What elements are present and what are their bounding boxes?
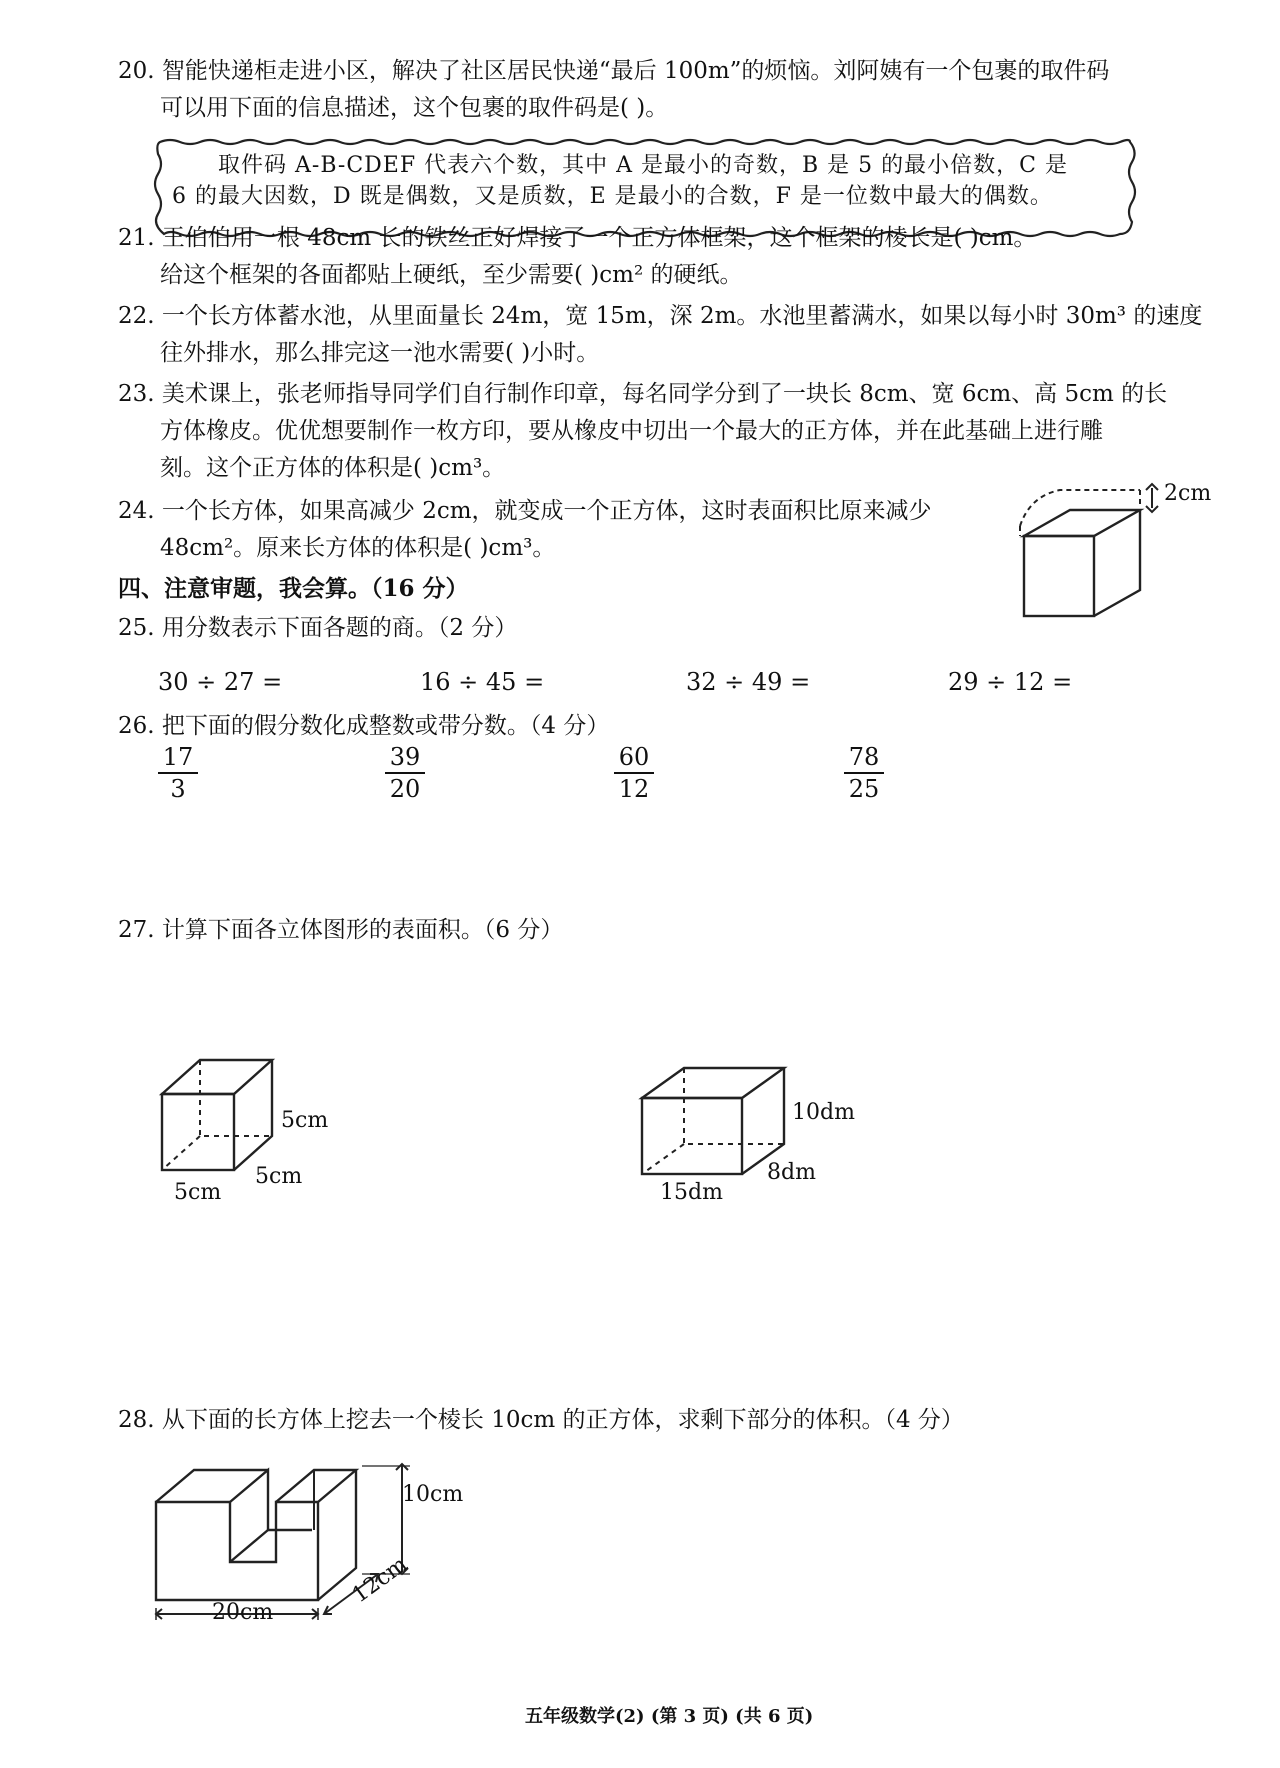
q27-cube-depth: 5cm — [255, 1164, 303, 1189]
q23-line2: 方体橡皮。优优想要制作一枚方印，要从橡皮中切出一个最大的正方体，并在此基础上进行雕 — [160, 418, 1103, 444]
q25-item-1: 30 ÷ 27 = — [158, 668, 283, 696]
q25-title: 25. 用分数表示下面各题的商。（2 分） — [118, 615, 518, 641]
q24-height-label: 2cm — [1164, 481, 1212, 506]
q22-line1: 22. 一个长方体蓄水池，从里面量长 24m，宽 15m，深 2m。水池里蓄满水，如果以每小时 30m³ 的速度 — [118, 303, 1203, 329]
q28-depth-label: 12cm — [348, 1552, 413, 1609]
q22-line2: 往外排水，那么排完这一池水需要( )小时。 — [160, 340, 600, 366]
denominator: 12 — [618, 775, 650, 803]
section-4-heading: 四、注意审题，我会算。（16 分） — [118, 575, 469, 602]
numerator: 60 — [614, 742, 654, 774]
q26-fraction-1 — [158, 742, 198, 804]
q27-cuboid-depth: 8dm — [767, 1160, 816, 1185]
q25-item-4: 29 ÷ 12 = — [948, 668, 1073, 696]
numerator: 39 — [385, 742, 425, 774]
numerator: 17 — [158, 742, 198, 774]
q28-height-label: 10cm — [402, 1482, 464, 1507]
q27-cube-height: 5cm — [281, 1108, 329, 1133]
q28-title: 28. 从下面的长方体上挖去一个棱长 10cm 的正方体，求剩下部分的体积。（4 分） — [118, 1407, 964, 1433]
q28-length-label: 20cm — [212, 1600, 274, 1625]
q23-line1: 23. 美术课上，张老师指导同学们自行制作印章，每名同学分到了一块长 8cm、宽 6cm、高 5cm 的长 — [118, 381, 1168, 407]
q25-item-2: 16 ÷ 45 = — [420, 668, 545, 696]
q27-cube-width: 5cm — [174, 1180, 222, 1205]
q23-line3: 刻。这个正方体的体积是( )cm³。 — [160, 455, 506, 481]
q25-item-3: 32 ÷ 49 = — [686, 668, 811, 696]
info-box-line1: 取件码 A-B-CDEF 代表六个数，其中 A 是最小的奇数，B 是 5 的最小倍数，C 是 — [218, 153, 1068, 178]
info-box-line2: 6 的最大因数，D 既是偶数，又是质数，E 是最小的合数，F 是一位数中最大的偶数。 — [172, 184, 1053, 209]
q27-title: 27. 计算下面各立体图形的表面积。（6 分） — [118, 917, 564, 943]
denominator: 25 — [848, 775, 880, 803]
q24-cube-figure — [1010, 480, 1190, 680]
page-footer: 五年级数学(2) (第 3 页) (共 6 页) — [525, 1706, 814, 1727]
q26-fraction-4 — [844, 742, 884, 804]
q20-line2: 可以用下面的信息描述，这个包裹的取件码是( )。 — [160, 95, 669, 121]
q26-fraction-2 — [385, 742, 425, 804]
q27-cuboid-width: 15dm — [660, 1180, 723, 1205]
q28-cuboid-with-notch-figure — [152, 1450, 462, 1620]
q26-fraction-3 — [614, 742, 654, 804]
q27-cuboid-height: 10dm — [792, 1100, 855, 1125]
q20-line1: 20. 智能快递柜走进小区，解决了社区居民快递“最后 100m”的烦恼。刘阿姨有一个包裹的取件码 — [118, 58, 1110, 84]
q26-title: 26. 把下面的假分数化成整数或带分数。（4 分） — [118, 713, 610, 739]
q24-line1: 24. 一个长方体，如果高减少 2cm，就变成一个正方体，这时表面积比原来减少 — [118, 498, 932, 524]
q21-line1: 21. 王伯伯用一根 48cm 长的铁丝正好焊接了一个正方体框架，这个框架的棱长是( )cm。 — [118, 225, 1037, 251]
denominator: 20 — [389, 775, 421, 803]
q21-line2: 给这个框架的各面都贴上硬纸，至少需要( )cm² 的硬纸。 — [160, 262, 743, 288]
q24-line2: 48cm²。原来长方体的体积是( )cm³。 — [160, 535, 556, 561]
denominator: 3 — [170, 775, 186, 803]
numerator: 78 — [844, 742, 884, 774]
